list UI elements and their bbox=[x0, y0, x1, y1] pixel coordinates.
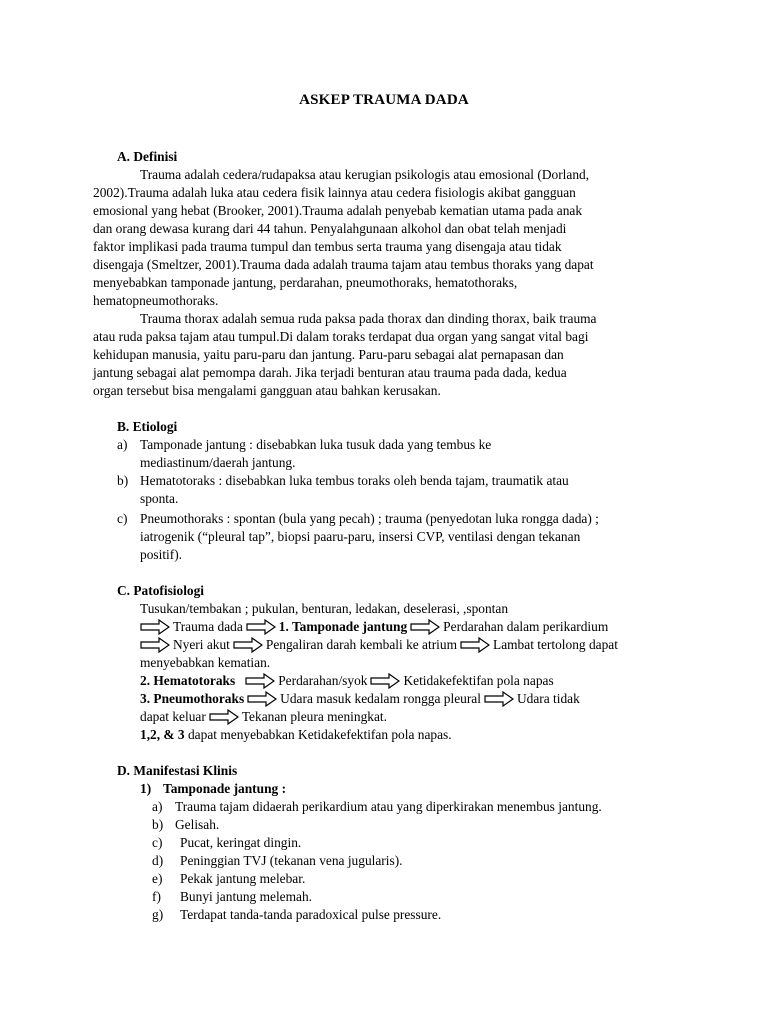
flow-step: dapat keluar bbox=[140, 709, 206, 724]
list-marker: e) bbox=[152, 871, 163, 886]
list-item: Trauma tajam didaerah perikardium atau yang diperkirakan menembus jantung. bbox=[175, 799, 602, 814]
paragraph-line: kehidupan manusia, yaitu paru-paru dan jantung. Paru-paru sebagai alat pernapasan dan bbox=[93, 347, 564, 362]
paragraph-line: faktor implikasi pada trauma tumpul dan tembus serta trauma yang disengaja atau tidak bbox=[93, 239, 562, 254]
paragraph-line: menyebabkan kematian. bbox=[140, 655, 271, 670]
sub-heading: Tamponade jantung : bbox=[163, 781, 287, 796]
right-arrow-icon bbox=[140, 619, 170, 635]
sub-marker: 1) bbox=[140, 781, 152, 796]
list-item-line: Pneumothoraks : spontan (bula yang pecah) ; trauma (penyedotan luka rongga dada) ; bbox=[140, 511, 599, 526]
list-item: Bunyi jantung melemah. bbox=[180, 889, 313, 904]
section-a-heading: A. Definisi bbox=[117, 149, 178, 164]
flow-step: Pengaliran darah kembali ke atrium bbox=[265, 637, 458, 652]
paragraph-line: menyebabkan tamponade jantung, perdarahan, pneumothoraks, hematothoraks, bbox=[93, 275, 518, 290]
list-marker: d) bbox=[152, 853, 164, 868]
list-item: Pucat, keringat dingin. bbox=[180, 835, 302, 850]
page-title: ASKEP TRAUMA DADA bbox=[299, 92, 469, 108]
flow-step: Perdarahan dalam perikardium bbox=[443, 619, 609, 634]
right-arrow-icon bbox=[247, 691, 277, 707]
list-item-line: sponta. bbox=[140, 491, 179, 506]
summary-text: dapat menyebabkan Ketidakefektifan pola napas. bbox=[184, 727, 452, 742]
list-item-line: mediastinum/daerah jantung. bbox=[140, 455, 296, 470]
flow-step: Udara masuk kedalam rongga pleural bbox=[280, 691, 481, 706]
right-arrow-icon bbox=[370, 673, 400, 689]
right-arrow-icon bbox=[460, 637, 490, 653]
paragraph-line: Trauma adalah cedera/rudapaksa atau kerugian psikologis atau emosional (Dorland, bbox=[140, 167, 590, 182]
list-marker: c) bbox=[152, 835, 163, 850]
paragraph-line: organ tersebut bisa mengalami gangguan atau bahkan kerusakan. bbox=[93, 383, 441, 398]
paragraph-line: Tusukan/tembakan ; pukulan, benturan, ledakan, deselerasi, ,spontan bbox=[140, 601, 509, 616]
flow-step: 3. Pneumothoraks bbox=[140, 691, 245, 706]
paragraph-line: atau ruda paksa tajam atau tumpul.Di dalam toraks terdapat dua organ yang sangat vital bagi bbox=[93, 329, 589, 344]
flow-step: Ketidakefektifan pola napas bbox=[403, 673, 554, 688]
right-arrow-icon bbox=[410, 619, 440, 635]
list-item-line: Hematotoraks : disebabkan luka tembus toraks oleh benda tajam, traumatik atau bbox=[140, 473, 569, 488]
flow-step: 1. Tamponade jantung bbox=[278, 619, 408, 634]
paragraph-line: disengaja (Smeltzer, 2001).Trauma dada adalah trauma tajam atau tembus thoraks yang dapat bbox=[93, 257, 594, 272]
list-item-line: Tamponade jantung : disebabkan luka tusuk dada yang tembus ke bbox=[140, 437, 492, 452]
flow-row-4 bbox=[140, 690, 580, 708]
list-marker: a) bbox=[152, 799, 163, 814]
section-b-heading: B. Etiologi bbox=[117, 419, 178, 434]
section-d-heading: D. Manifestasi Klinis bbox=[117, 763, 238, 778]
list-marker: c) bbox=[117, 511, 128, 526]
list-marker: b) bbox=[117, 473, 129, 488]
paragraph-line: hematopneumothoraks. bbox=[93, 293, 219, 308]
paragraph-line: 2002).Trauma adalah luka atau cedera fisik lainnya atau cedera fisiologis akibat gangguan bbox=[93, 185, 576, 200]
right-arrow-icon bbox=[233, 637, 263, 653]
list-item-line: iatrogenik (“pleural tap”, biopsi paaru-paru, insersi CVP, ventilasi dengan tekanan bbox=[140, 529, 581, 544]
flow-row-1 bbox=[140, 618, 608, 636]
list-marker: f) bbox=[152, 889, 161, 904]
right-arrow-icon bbox=[246, 619, 276, 635]
right-arrow-icon bbox=[484, 691, 514, 707]
flow-step: Perdarahan/syok bbox=[278, 673, 368, 688]
flow-row-2 bbox=[140, 636, 618, 654]
flow-summary bbox=[140, 726, 452, 744]
list-item: Terdapat tanda-tanda paradoxical pulse pressure. bbox=[180, 907, 442, 922]
list-item: Pekak jantung melebar. bbox=[180, 871, 306, 886]
list-marker: b) bbox=[152, 817, 164, 832]
paragraph-line: jantung sebagai alat pemompa darah. Jika terjadi benturan atau trauma pada dada, kedua bbox=[93, 365, 567, 380]
summary-numbers: 1,2, & 3 bbox=[140, 727, 185, 742]
paragraph-line: emosional yang hebat (Brooker, 2001).Trauma adalah penyebab kematian utama pada anak bbox=[93, 203, 583, 218]
flow-step: Trauma dada bbox=[173, 619, 243, 634]
right-arrow-icon bbox=[140, 637, 170, 653]
flow-step: Nyeri akut bbox=[173, 637, 230, 652]
list-item-line: positif). bbox=[140, 547, 183, 562]
right-arrow-icon bbox=[209, 709, 239, 725]
flow-row-3 bbox=[140, 672, 554, 690]
flow-row-5 bbox=[140, 708, 387, 726]
flow-step: Lambat tertolong dapat bbox=[493, 637, 618, 652]
paragraph-line: Trauma thorax adalah semua ruda paksa pada thorax dan dinding thorax, baik trauma bbox=[140, 311, 597, 326]
right-arrow-icon bbox=[245, 673, 275, 689]
list-marker: g) bbox=[152, 907, 164, 922]
flow-step: 2. Hematotoraks bbox=[140, 673, 236, 688]
flow-step: Udara tidak bbox=[516, 691, 580, 706]
list-marker: a) bbox=[117, 437, 128, 452]
flow-step: Tekanan pleura meningkat. bbox=[241, 709, 387, 724]
paragraph-line: dan orang dewasa kurang dari 44 tahun. Penyalahgunaan alkohol dan obat telah menjadi bbox=[93, 221, 567, 236]
list-item: Peninggian TVJ (tekanan vena jugularis). bbox=[180, 853, 403, 868]
list-item: Gelisah. bbox=[175, 817, 220, 832]
section-c-heading: C. Patofisiologi bbox=[117, 583, 205, 598]
